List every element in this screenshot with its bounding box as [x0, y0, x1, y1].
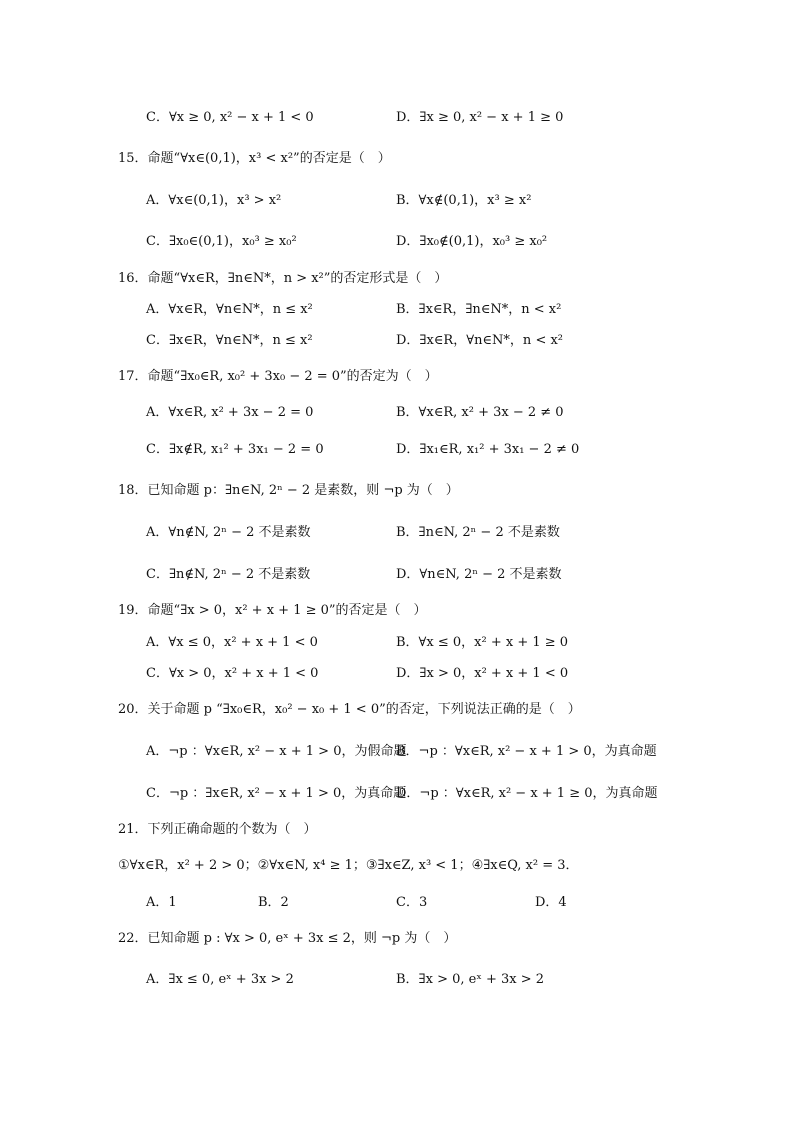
q21-statements: ①∀x∈R，x² + 2 > 0；②∀x∈N, x⁴ ≥ 1；③∃x∈Z, x³ < 1；④∃x∈Q, x² = 3．: [118, 858, 579, 873]
q14-option-c: C．∀x ≥ 0, x² − x + 1 < 0: [146, 110, 314, 125]
q18-option-c: C．∃n∉N, 2ⁿ − 2 不是素数: [146, 567, 311, 582]
q16-option-a: A．∀x∈R，∀n∈N*，n ≤ x²: [146, 302, 313, 317]
q17-option-a: A．∀x∈R, x² + 3x − 2 = 0: [146, 405, 314, 420]
q17-option-c: C．∃x∉R, x₁² + 3x₁ − 2 = 0: [146, 442, 324, 457]
q20-option-c: C．¬p ：∃x∈R, x² − x + 1 > 0，为真命题: [146, 786, 407, 801]
q15-option-c: C．∃x₀∈(0,1)，x₀³ ≥ x₀²: [146, 234, 297, 249]
q18-option-b: B．∃n∈N, 2ⁿ − 2 不是素数: [396, 525, 560, 540]
q22-option-b: B．∃x > 0, eˣ + 3x > 2: [396, 972, 545, 987]
q21-option-c: C．3: [396, 895, 428, 910]
q21-stem: 21．下列正确命题的个数为（ ）: [118, 822, 317, 837]
q20-stem: 20．关于命题 p “∃x₀∈R，x₀² − x₀ + 1 < 0”的否定，下列说法正确的是（ ）: [118, 702, 581, 717]
q16-option-b: B．∃x∈R，∃n∈N*，n < x²: [396, 302, 562, 317]
q18-option-a: A．∀n∉N, 2ⁿ − 2 不是素数: [146, 525, 311, 540]
q19-stem: 19．命题“∃x > 0，x² + x + 1 ≥ 0”的否定是（ ）: [118, 603, 427, 618]
q19-option-c: C．∀x > 0，x² + x + 1 < 0: [146, 666, 319, 681]
q14-option-d: D．∃x ≥ 0, x² − x + 1 ≥ 0: [396, 110, 564, 125]
q19-option-a: A．∀x ≤ 0，x² + x + 1 < 0: [146, 635, 318, 650]
q19-option-d: D．∃x > 0，x² + x + 1 < 0: [396, 666, 569, 681]
q16-option-d: D．∃x∈R，∀n∈N*，n < x²: [396, 333, 564, 348]
q15-option-a: A．∀x∈(0,1)，x³ > x²: [146, 193, 282, 208]
q15-option-b: B．∀x∉(0,1)，x³ ≥ x²: [396, 193, 532, 208]
q18-option-d: D．∀n∈N, 2ⁿ − 2 不是素数: [396, 567, 562, 582]
q22-option-a: A．∃x ≤ 0, eˣ + 3x > 2: [146, 972, 294, 987]
q17-stem: 17．命题“∃x₀∈R, x₀² + 3x₀ − 2 = 0”的否定为（ ）: [118, 369, 438, 384]
q16-stem: 16．命题“∀x∈R，∃n∈N*，n > x²”的否定形式是（ ）: [118, 271, 448, 286]
q21-option-d: D．4: [535, 895, 567, 910]
q17-option-b: B．∀x∈R, x² + 3x − 2 ≠ 0: [396, 405, 564, 420]
q16-option-c: C．∃x∈R，∀n∈N*，n ≤ x²: [146, 333, 313, 348]
q15-stem: 15．命题“∀x∈(0,1)，x³ < x²”的否定是（ ）: [118, 151, 391, 166]
q20-option-d: D．¬p ：∀x∈R, x² − x + 1 ≥ 0，为真命题: [396, 786, 658, 801]
q15-option-d: D．∃x₀∉(0,1)，x₀³ ≥ x₀²: [396, 234, 548, 249]
q19-option-b: B．∀x ≤ 0，x² + x + 1 ≥ 0: [396, 635, 569, 650]
q21-option-a: A．1: [146, 895, 177, 910]
q17-option-d: D．∃x₁∈R, x₁² + 3x₁ − 2 ≠ 0: [396, 442, 580, 457]
q22-stem: 22．已知命题 p : ∀x > 0, eˣ + 3x ≤ 2，则 ¬p 为（ ）: [118, 931, 457, 946]
q20-option-b: B．¬p ：∀x∈R, x² − x + 1 > 0，为真命题: [396, 744, 657, 759]
q20-option-a: A．¬p ：∀x∈R, x² − x + 1 > 0，为假命题: [146, 744, 407, 759]
q21-option-b: B．2: [258, 895, 289, 910]
q18-stem: 18．已知命题 p：∃n∈N, 2ⁿ − 2 是素数，则 ¬p 为（ ）: [118, 483, 459, 498]
